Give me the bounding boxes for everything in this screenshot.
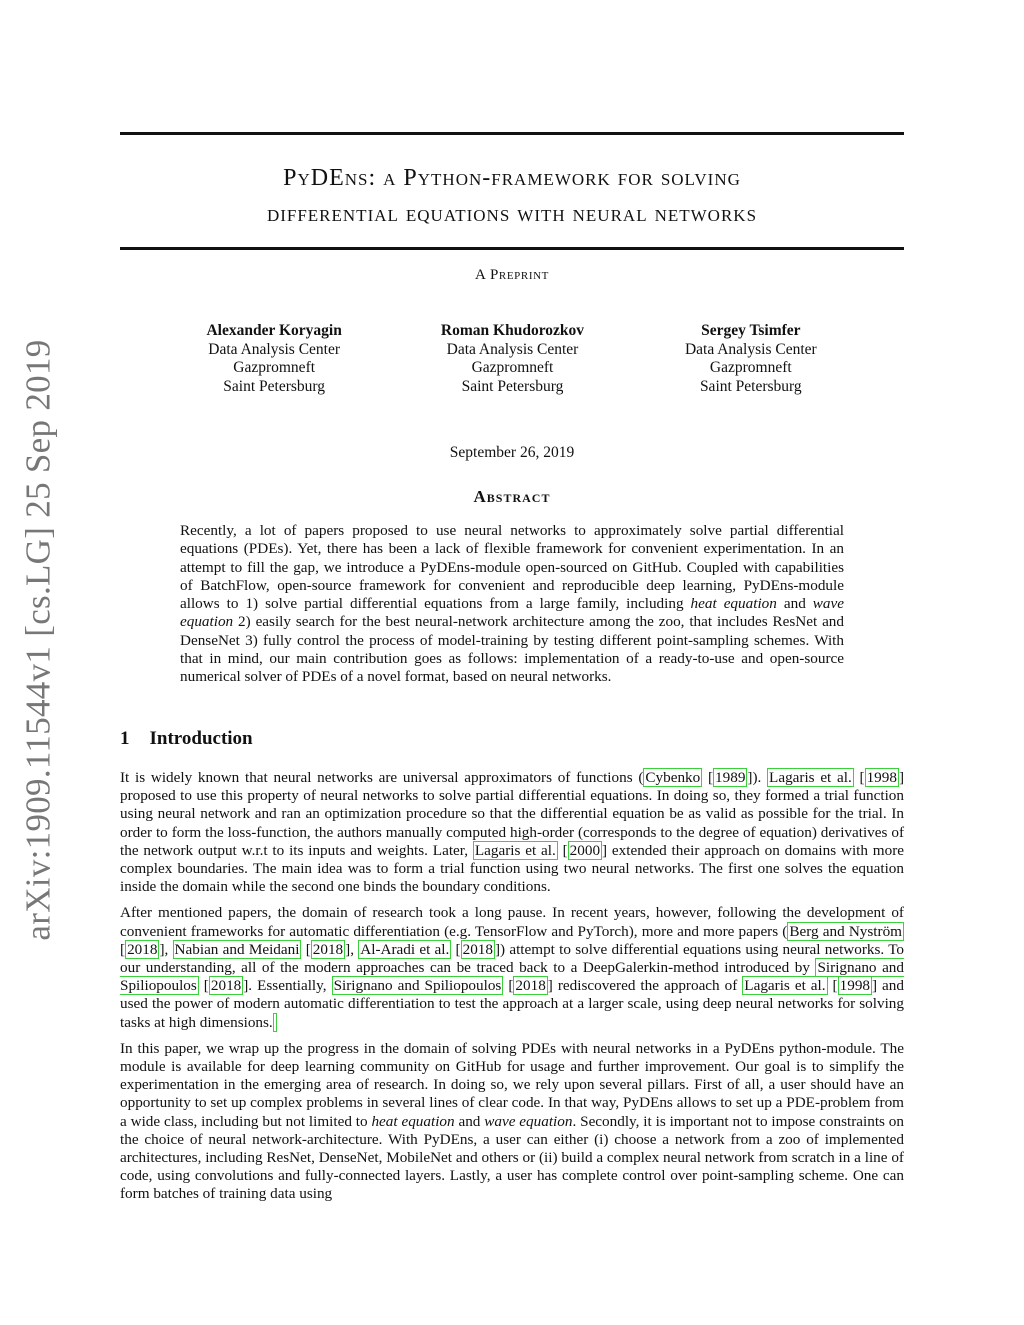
citation-link[interactable]: Nabian and Meidani: [174, 940, 300, 958]
text-run: After mentioned papers, the domain of research took a long pause. In recent years, however, following the development of convenient frameworks for automatic differentiation (e.g. TensorFlow and PyTorch), more and more papers (: [120, 904, 904, 940]
section-number: 1: [120, 728, 130, 749]
author-city: Saint Petersburg: [699, 377, 802, 395]
citation-link[interactable]: Cybenko: [645, 769, 701, 786]
author-block: [393, 322, 631, 396]
title-rule-bottom: [120, 247, 904, 250]
abstract-text: [180, 522, 844, 687]
text-run: [: [853, 769, 865, 786]
text-run: ] and used the power of modern automatic differentiation to test the approach at a larger scale, using deep neural networks for solving tasks at high dimensions.: [120, 977, 904, 1031]
author-org: Gazpromneft: [709, 359, 792, 376]
author-block: [155, 322, 393, 396]
abstract-run: 2) easily search for the best neural-network architecture among the zoo, that includes ResNet and DenseNet 3) fully control the process of model-training by testing different point-sampling schemes. With that in mind, our main contribution goes as follows: implementation of a ready-to-use and open-source numerical solver of PDEs of a novel format, based on neural networks.: [180, 613, 844, 686]
text-run: [: [827, 977, 838, 995]
author-dept: Data Analysis Center: [446, 340, 579, 358]
title-line-1: PyDEns: a Python-framework for solving: [283, 165, 741, 191]
author-dept: Data Analysis Center: [208, 340, 341, 358]
paragraph: [120, 769, 904, 896]
citation-link[interactable]: Sirignano and Spiliopoulos: [333, 977, 502, 995]
section-title: Introduction: [149, 728, 253, 749]
paper-title: [120, 160, 904, 232]
arxiv-stamp: arXiv:1909.11544v1 [cs.LG] 25 Sep 2019: [19, 339, 59, 941]
text-run: [: [301, 940, 311, 958]
text-run: ] extended their approach on domains with more complex boundaries. The main idea was to form a trial function using two neural networks. The first one solves the equation inside the domain while the second one binds the boundary conditions.: [120, 841, 904, 896]
arxiv-identifier: [4, 320, 74, 960]
author-block: [632, 322, 870, 396]
author-org: Gazpromneft: [233, 359, 316, 376]
text-run-italic: wave equation: [484, 1112, 573, 1130]
text-run: ],: [159, 940, 173, 958]
abstract-run-italic: wave equation: [180, 595, 845, 631]
citation-link[interactable]: 2018: [515, 977, 546, 995]
author-org: Gazpromneft: [471, 359, 554, 376]
author-list: [155, 322, 870, 396]
section-heading: [120, 728, 253, 750]
citation-link[interactable]: Lagaris et al.: [474, 841, 556, 859]
abstract-run: Recently, a lot of papers proposed to use neural networks to approximately solve partial differential equations (PDEs). Yet, there has been a lack of flexible framework for convenient experimentation. In an attempt to fill the gap, we introduce a PyDEns-module open-sourced on GitHub. Coupled with capabilities of BatchFlow, open-source framework for convenient and reproducible deep learning, PyDEns-module allows to 1) solve partial differential equations from a large family, including: [180, 522, 844, 613]
citation-link[interactable]: 1998: [839, 977, 870, 995]
citation-link[interactable]: [273, 1013, 277, 1032]
author-name: Roman Khudorozkov: [440, 322, 585, 339]
author-city: Saint Petersburg: [223, 377, 326, 395]
author-dept: Data Analysis Center: [684, 340, 817, 358]
citation-link[interactable]: 1998: [866, 769, 897, 786]
text-run: In this paper, we wrap up the progress in the domain of solving PDEs with neural networks in a PyDEns python-module. The module is available for deep learning community on GitHub for usage and further improvement. Our goal is to simplify the experimentation in the emerging area of research. In doing so, we rely upon several pillars. First of all, a user should have an opportunity to set up complex problems in several lines of clear code. In that way, PyDEns allows to set up a PDE-problem from a wide class, including but not limited to: [120, 1039, 904, 1130]
text-run: ],: [345, 940, 359, 958]
author-name: Sergey Tsimfer: [701, 322, 801, 339]
citation-link[interactable]: 2018: [462, 940, 493, 958]
text-run: ] proposed to use this property of neural networks to solve partial differential equations. In doing so, they formed a trial function using neural network and ran an optimization procedure so that the differential equation be as valid as possible for the trial. In order to form the loss-function, the authors manually computed high-order (corresponds to the degree of equation) derivatives of the network output w.r.t to its inputs and weights. Later,: [120, 769, 904, 859]
title-rule-top: [120, 132, 904, 135]
paragraph: [120, 1040, 904, 1204]
citation-link[interactable]: 2018: [127, 940, 158, 958]
preprint-label: A Preprint: [475, 267, 549, 283]
text-run: [: [503, 977, 514, 995]
citation-link[interactable]: 1989: [715, 769, 746, 786]
text-run: ]).: [747, 769, 768, 786]
citation-link[interactable]: Lagaris et al.: [769, 769, 852, 786]
abstract-run: and: [776, 595, 813, 613]
citation-link[interactable]: 2018: [210, 977, 242, 995]
text-run: . Secondly, it is important not to impose constraints on the choice of neural network-architecture. With PyDEns, a user can either (i) choose a network from a zoo of implemented architectures, including ResNet, DenseNet, MobileNet and others or (ii) build a complex neural network from scratch in a line of code, using convolutions and fully-connected layers. Lastly, a user has complete control over point-sampling scheme. One can form batches of training data using: [120, 1112, 904, 1203]
text-run: [: [198, 977, 209, 995]
text-run: [: [451, 940, 461, 958]
paragraph: [120, 904, 904, 1031]
text-run: ]. Essentially,: [243, 977, 332, 995]
citation-link[interactable]: Lagaris et al.: [744, 977, 826, 995]
text-run: [: [702, 769, 714, 786]
text-run: and: [454, 1112, 485, 1130]
abstract-run-italic: heat equation: [690, 595, 777, 613]
citation-link[interactable]: Berg and Nyström: [789, 922, 902, 940]
abstract-heading: Abstract: [473, 487, 551, 506]
citation-link[interactable]: 2018: [312, 940, 344, 958]
text-run: ]) attempt to solve differential equations using neural networks. To our understanding, all of the modern approaches can be traced back to a DeepGalerkin-method introduced by: [120, 940, 905, 977]
text-run: ] rediscovered the approach of: [547, 977, 743, 995]
citation-link[interactable]: 2000: [569, 841, 601, 859]
text-run-italic: heat equation: [371, 1112, 455, 1130]
citation-link[interactable]: Al-Aradi et al.: [360, 940, 450, 958]
section-body: [120, 769, 904, 1212]
author-city: Saint Petersburg: [461, 377, 564, 395]
publication-date: September 26, 2019: [449, 444, 575, 461]
text-run: [: [120, 940, 126, 958]
title-line-2: differential equations with neural networks: [266, 201, 758, 227]
citation-link[interactable]: Sirignano and Spiliopoulos: [120, 959, 904, 995]
text-run: It is widely known that neural networks are universal approximators of functions (: [120, 769, 644, 786]
author-name: Alexander Koryagin: [206, 322, 342, 339]
text-run: [: [557, 841, 568, 859]
